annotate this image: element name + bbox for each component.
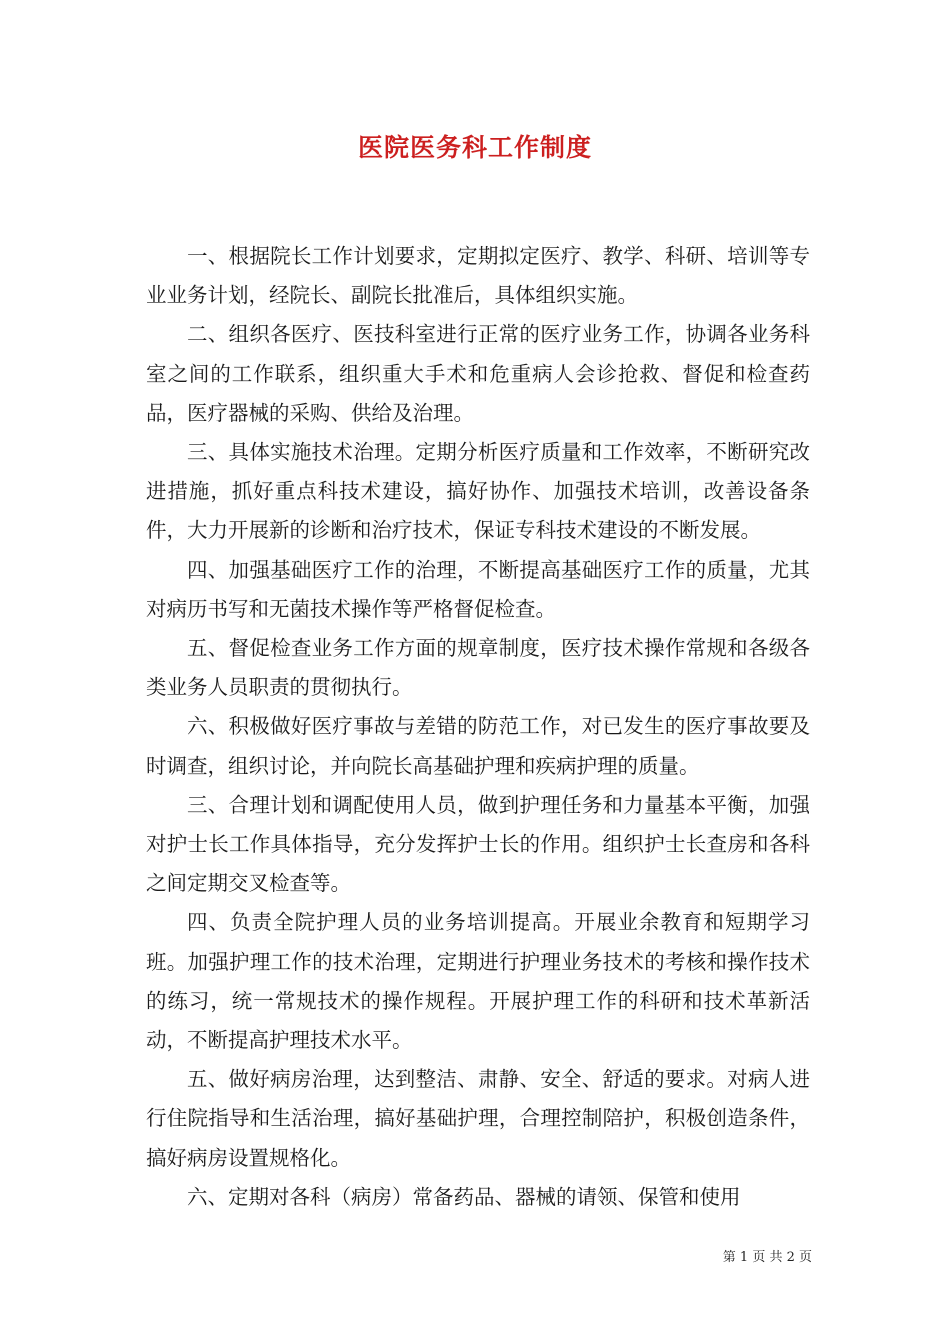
document-body <box>146 237 810 1217</box>
paragraph-4: 四、加强基础医疗工作的治理，不断提高基础医疗工作的质量，尤其对病历书写和无菌技术操作等严格督促检查。 <box>146 557 810 621</box>
paragraph-9: 五、做好病房治理，达到整洁、肃静、安全、舒适的要求。对病人进行住院指导和生活治理，搞好基础护理，合理控制陪护，积极创造条件，搞好病房设置规格化。 <box>146 1067 810 1170</box>
page-number: 第 1 页 共 2 页 <box>722 1250 812 1265</box>
paragraph-8: 四、负责全院护理人员的业务培训提高。开展业余教育和短期学习班。加强护理工作的技术治理，定期进行护理业务技术的考核和操作技术的练习，统一常规技术的操作规程。开展护理工作的科研和技术革新活动，不断提高护理技术水平。 <box>146 910 810 1053</box>
paragraph-7: 三、合理计划和调配使用人员，做到护理任务和力量基本平衡，加强对护士长工作具体指导，充分发挥护士长的作用。组织护士长查房和各科之间定期交叉检查等。 <box>146 792 810 896</box>
paragraph-6: 六、积极做好医疗事故与差错的防范工作，对已发生的医疗事故要及时调查，组织讨论，并向院长高基础护理和疾病护理的质量。 <box>146 714 810 778</box>
paragraph-2: 二、组织各医疗、医技科室进行正常的医疗业务工作，协调各业务科室之间的工作联系，组织重大手术和危重病人会诊抢救、督促和检查药品，医疗器械的采购、供给及治理。 <box>146 322 810 425</box>
page-footer <box>702 1246 812 1265</box>
paragraph-5: 五、督促检查业务工作方面的规章制度，医疗技术操作常规和各级各类业务人员职责的贯彻执行。 <box>146 636 810 700</box>
paragraph-3: 三、具体实施技术治理。定期分析医疗质量和工作效率，不断研究改进措施，抓好重点科技术建设，搞好协作、加强技术培训，改善设备条件，大力开展新的诊断和治疗技术，保证专科技术建设的不断发展。 <box>146 440 810 543</box>
paragraph-1: 一、根据院长工作计划要求，定期拟定医疗、教学、科研、培训等专业业务计划，经院长、副院长批准后，具体组织实施。 <box>146 244 810 308</box>
document-title: 医院医务科工作制度 <box>357 133 592 162</box>
paragraph-10: 六、定期对各科（病房）常备药品、器械的请领、保管和使用 <box>187 1184 741 1209</box>
